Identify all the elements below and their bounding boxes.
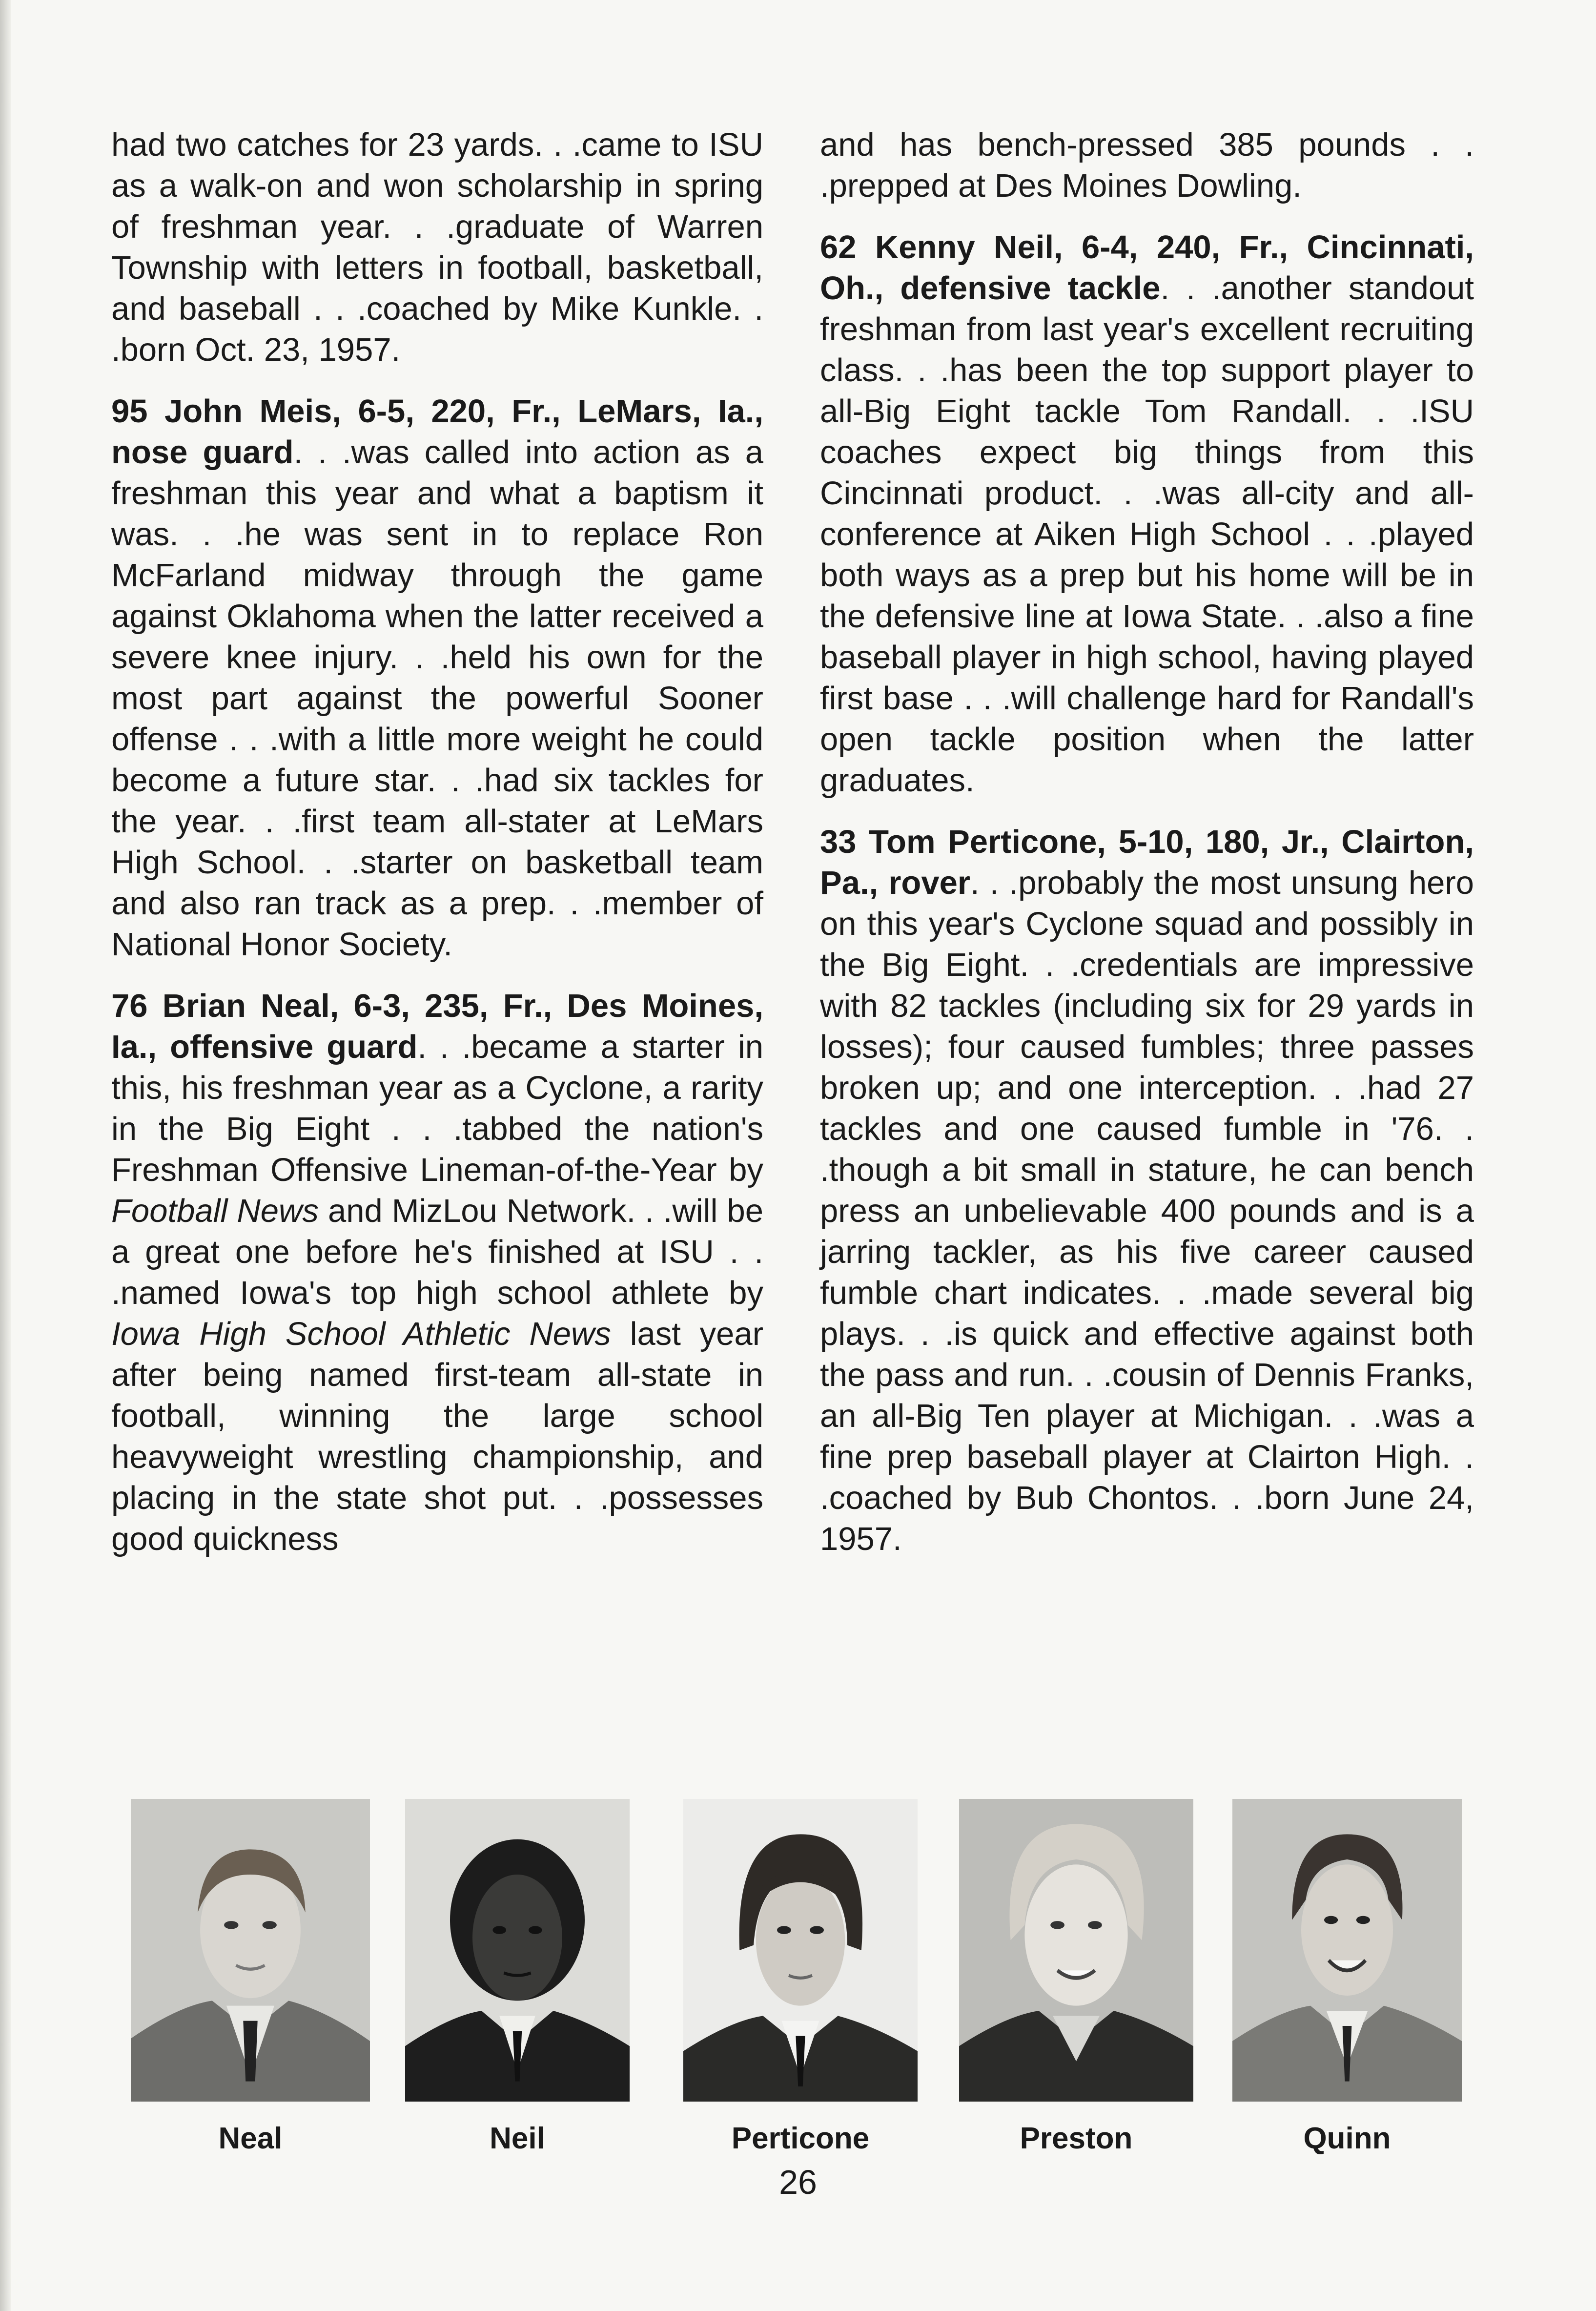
neal-text-3: last year after being named first-team all-state in football, winning the large school heavyweight wrestling championship, and placing in the state shot put. . .possesses good quickness xyxy=(111,1316,764,1557)
caption-neal: Neal xyxy=(218,2122,283,2155)
meis-heading: 95 John Meis, 6-5, 220, Fr., LeMars, Ia., nose guard xyxy=(111,393,763,471)
paragraph-meis xyxy=(111,391,763,965)
neal-text-2: and MizLou Network. . .will be a great one before he's finished at ISU . . .named Iowa's top high school athlete by xyxy=(111,1193,763,1311)
caption-perticone: Perticone xyxy=(731,2122,870,2155)
intro-text: had two catches for 23 yards. . .came to ISU as a walk-on and won scholarship in spring of freshman year. . .graduate of Warren Township with letters in football, basketball, and baseball . . .coached by Mike Kunkle. . .born Oct. 23, 1957. xyxy=(111,126,763,368)
paragraph-perticone xyxy=(820,822,1474,1560)
neal-heading: 76 Brian Neal, 6-3, 235, Fr., Des Moines, Ia., offensive guard xyxy=(111,988,763,1065)
portrait-photo-icon xyxy=(683,1799,918,2102)
caption-neil: Neil xyxy=(490,2122,545,2155)
neil-text: . . .another standout freshman from last year's excellent recruiting class. . .has been the top support player to all-Big Eight tackle Tom Randall. . .ISU coaches expect big things from this Cincinnati product. . .was all-city and all-conference at Aiken High School . . .played both ways as a prep but his home will be in the defensive line at Iowa State. . .also a fine baseball player in high school, having played first base . . .will challenge hard for Randall's open tackle position when the latter graduates. xyxy=(820,270,1474,799)
photo-quinn xyxy=(1232,1799,1462,2102)
photo-neil xyxy=(405,1799,630,2102)
neal-text-1: . . .became a starter in this, his freshman year as a Cyclone, a rarity in the Big Eight . . .tabbed the nation's Freshman Offensive Lineman-of-the-Year by xyxy=(111,1029,763,1188)
perticone-text: . . .probably the most unsung hero on this year's Cyclone squad and possibly in the Big Eight. . .credentials are impressive with 82 tackles (including six for 29 yards in losses); four caused fumbles; three passes broken up; and one interception. . .had 27 tackles and one caused fumble in '76. . .though a bit small in stature, he can bench press an unbelievable 400 pounds and is a jarring tackler, as his five career caused fumble chart indicates. . .made several big plays. . .is quick and effective against both the pass and run. . .cousin of Dennis Franks, an all-Big Ten player at Michigan. . .was a fine prep baseball player at Clairton High. . .coached by Bub Chontos. . .born June 24, 1957. xyxy=(820,865,1474,1557)
neil-heading: 62 Kenny Neil, 6-4, 240, Fr., Cincinnati, Oh., defensive tackle xyxy=(820,229,1474,307)
paragraph-intro xyxy=(111,124,763,371)
left-column xyxy=(111,124,763,1580)
page-number: 26 xyxy=(779,2163,817,2201)
paragraph-neal-continued xyxy=(820,124,1474,206)
neal-italic-1: Football News xyxy=(111,1193,319,1229)
portrait-photo-icon xyxy=(131,1799,370,2102)
photo-neal xyxy=(131,1799,370,2102)
paragraph-neal xyxy=(111,986,763,1560)
portrait-photo-icon xyxy=(1232,1799,1462,2102)
caption-quinn: Quinn xyxy=(1303,2122,1391,2155)
neal-cont-text: and has bench-pressed 385 pounds . . .prepped at Des Moines Dowling. xyxy=(820,126,1474,204)
right-column xyxy=(820,124,1474,1580)
neal-italic-2: Iowa High School Athletic News xyxy=(111,1316,611,1352)
photo-preston xyxy=(959,1799,1193,2102)
portrait-photo-icon xyxy=(959,1799,1193,2102)
caption-preston: Preston xyxy=(1020,2122,1133,2155)
perticone-heading: 33 Tom Perticone, 5-10, 180, Jr., Clairton, Pa., rover xyxy=(820,824,1474,901)
player-photo-strip xyxy=(0,1799,1596,2155)
paragraph-neil xyxy=(820,227,1474,801)
portrait-photo-icon xyxy=(405,1799,630,2102)
photo-perticone xyxy=(683,1799,918,2102)
meis-text: . . .was called into action as a freshman this year and what a baptism it was. . .he was sent in to replace Ron McFarland midway through the game against Oklahoma when the latter received a severe knee injury. . .held his own for the most part against the powerful Sooner offense . . .with a little more weight he could become a future star. . .had six tackles for the year. . .first team all-stater at LeMars High School. . .starter on basketball team and also ran track as a prep. . .member of National Honor Society. xyxy=(111,434,764,963)
